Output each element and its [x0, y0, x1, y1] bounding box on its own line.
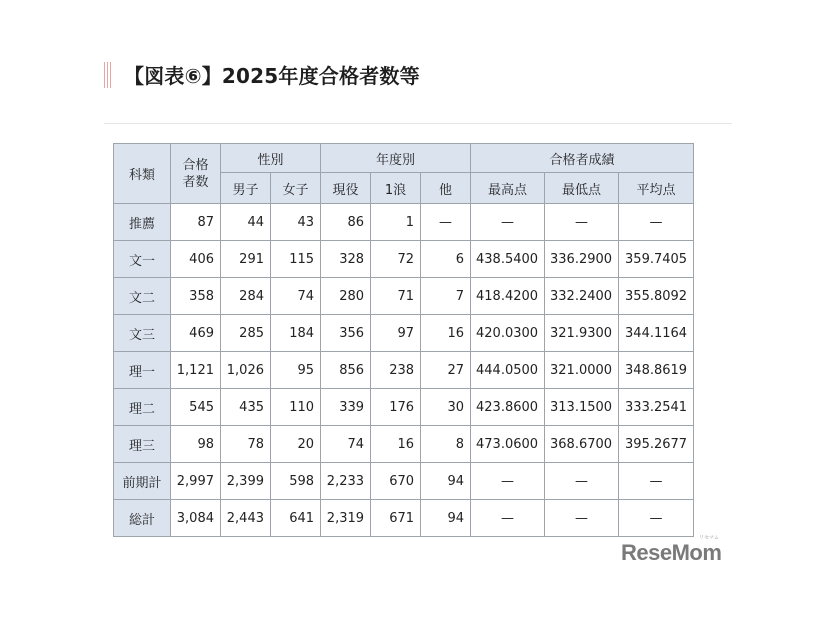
cell-min: 321.0000 [545, 352, 619, 389]
header-year: 年度別 [321, 144, 471, 173]
cell-current: 328 [321, 241, 371, 278]
header-avg: 平均点 [619, 173, 694, 204]
cell-avg: 348.8619 [619, 352, 694, 389]
cell-female: 74 [271, 278, 321, 315]
cell-avg: 395.2677 [619, 426, 694, 463]
cell-min: — [545, 500, 619, 537]
cell-ronin1: 670 [371, 463, 421, 500]
cell-male: 44 [221, 204, 271, 241]
cell-current: 280 [321, 278, 371, 315]
passers-table [113, 143, 694, 537]
header-other: 他 [421, 173, 471, 204]
cell-max: 473.0600 [471, 426, 545, 463]
cell-other: — [421, 204, 471, 241]
cell-total: 87 [171, 204, 221, 241]
cell-ronin1: 97 [371, 315, 421, 352]
cell-ronin1: 16 [371, 426, 421, 463]
row-subject: 理一 [114, 352, 171, 389]
cell-other: 7 [421, 278, 471, 315]
cell-female: 184 [271, 315, 321, 352]
cell-other: 94 [421, 500, 471, 537]
cell-max: — [471, 463, 545, 500]
row-subject: 文一 [114, 241, 171, 278]
cell-max: 423.8600 [471, 389, 545, 426]
table-row [114, 500, 694, 537]
cell-avg: — [619, 463, 694, 500]
cell-current: 74 [321, 426, 371, 463]
cell-current: 2,319 [321, 500, 371, 537]
cell-female: 20 [271, 426, 321, 463]
cell-max: 418.4200 [471, 278, 545, 315]
cell-max: — [471, 500, 545, 537]
header-max: 最高点 [471, 173, 545, 204]
cell-ronin1: 238 [371, 352, 421, 389]
row-subject: 総計 [114, 500, 171, 537]
header-min: 最低点 [545, 173, 619, 204]
row-subject: 理二 [114, 389, 171, 426]
cell-avg: 333.2541 [619, 389, 694, 426]
cell-total: 545 [171, 389, 221, 426]
cell-total: 3,084 [171, 500, 221, 537]
divider [104, 123, 732, 124]
table-row [114, 352, 694, 389]
cell-min: 332.2400 [545, 278, 619, 315]
header-gender: 性別 [221, 144, 321, 173]
resemom-logo: ReseMom [621, 540, 722, 565]
cell-current: 2,233 [321, 463, 371, 500]
cell-other: 27 [421, 352, 471, 389]
cell-other: 8 [421, 426, 471, 463]
header-ronin1: 1浪 [371, 173, 421, 204]
cell-avg: 344.1164 [619, 315, 694, 352]
cell-male: 285 [221, 315, 271, 352]
cell-female: 110 [271, 389, 321, 426]
cell-ronin1: 72 [371, 241, 421, 278]
header-male: 男子 [221, 173, 271, 204]
table-row [114, 241, 694, 278]
cell-female: 598 [271, 463, 321, 500]
cell-min: 368.6700 [545, 426, 619, 463]
cell-min: — [545, 204, 619, 241]
header-subject: 科類 [114, 144, 171, 204]
header-current: 現役 [321, 173, 371, 204]
cell-max: 444.0500 [471, 352, 545, 389]
cell-other: 30 [421, 389, 471, 426]
cell-other: 16 [421, 315, 471, 352]
cell-female: 95 [271, 352, 321, 389]
cell-max: — [471, 204, 545, 241]
logo-subtext: リセマム [699, 535, 719, 541]
cell-male: 2,443 [221, 500, 271, 537]
table-row [114, 426, 694, 463]
row-subject: 文二 [114, 278, 171, 315]
cell-current: 86 [321, 204, 371, 241]
cell-min: 336.2900 [545, 241, 619, 278]
table-row [114, 463, 694, 500]
cell-total: 98 [171, 426, 221, 463]
cell-female: 43 [271, 204, 321, 241]
row-subject: 理三 [114, 426, 171, 463]
cell-female: 115 [271, 241, 321, 278]
cell-male: 78 [221, 426, 271, 463]
row-subject: 文三 [114, 315, 171, 352]
cell-max: 438.5400 [471, 241, 545, 278]
table-row [114, 389, 694, 426]
page-title: 【図表⑥】2025年度合格者数等 [124, 64, 420, 88]
cell-female: 641 [271, 500, 321, 537]
cell-current: 339 [321, 389, 371, 426]
cell-ronin1: 1 [371, 204, 421, 241]
row-subject: 推薦 [114, 204, 171, 241]
cell-avg: — [619, 204, 694, 241]
cell-total: 2,997 [171, 463, 221, 500]
header-passers [171, 144, 221, 204]
cell-min: 313.1500 [545, 389, 619, 426]
cell-male: 291 [221, 241, 271, 278]
cell-total: 406 [171, 241, 221, 278]
cell-ronin1: 71 [371, 278, 421, 315]
cell-other: 94 [421, 463, 471, 500]
cell-ronin1: 176 [371, 389, 421, 426]
cell-male: 284 [221, 278, 271, 315]
cell-other: 6 [421, 241, 471, 278]
cell-male: 2,399 [221, 463, 271, 500]
header-passers-label: 合格者数 [182, 157, 209, 190]
cell-min: — [545, 463, 619, 500]
cell-male: 435 [221, 389, 271, 426]
header-female: 女子 [271, 173, 321, 204]
cell-current: 856 [321, 352, 371, 389]
cell-avg: 359.7405 [619, 241, 694, 278]
cell-total: 358 [171, 278, 221, 315]
cell-total: 469 [171, 315, 221, 352]
cell-min: 321.9300 [545, 315, 619, 352]
table-row [114, 278, 694, 315]
title-accent-bar [104, 62, 113, 88]
header-scores: 合格者成績 [471, 144, 694, 173]
cell-male: 1,026 [221, 352, 271, 389]
cell-avg: 355.8092 [619, 278, 694, 315]
cell-current: 356 [321, 315, 371, 352]
cell-max: 420.0300 [471, 315, 545, 352]
cell-ronin1: 671 [371, 500, 421, 537]
table-row [114, 204, 694, 241]
cell-avg: — [619, 500, 694, 537]
row-subject: 前期計 [114, 463, 171, 500]
table-row [114, 315, 694, 352]
cell-total: 1,121 [171, 352, 221, 389]
